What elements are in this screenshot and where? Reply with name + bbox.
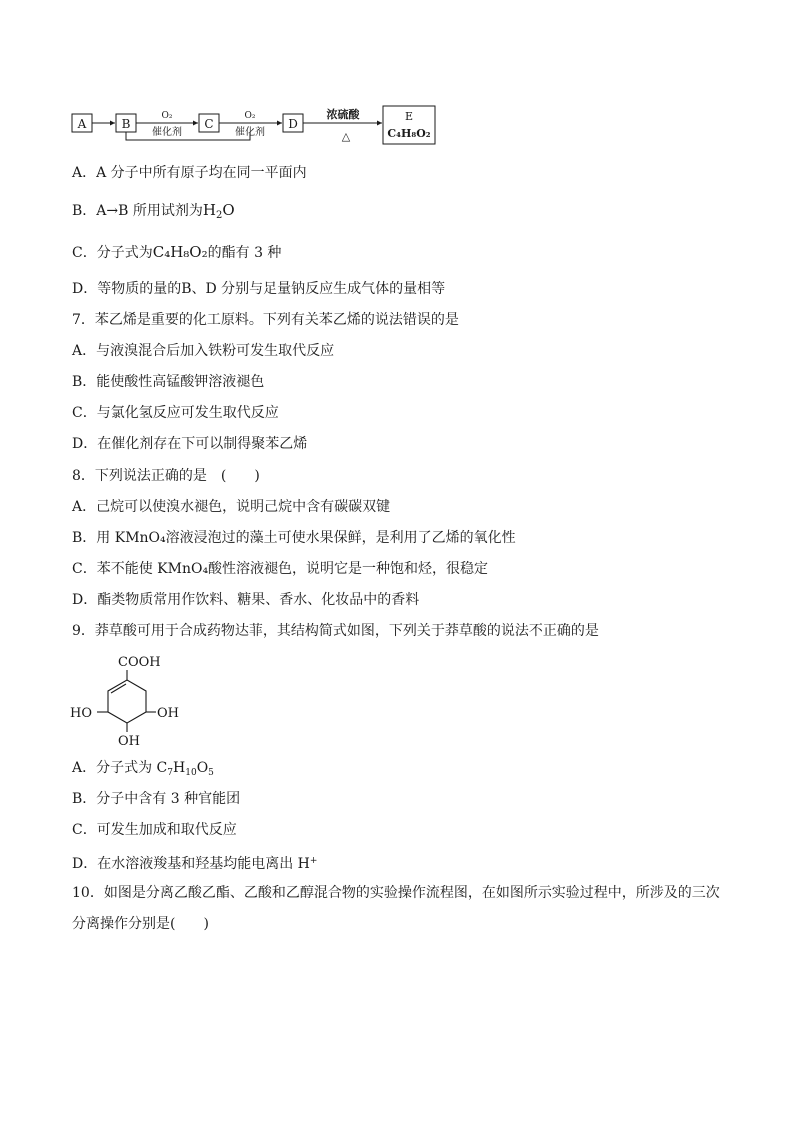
box-e-formula: C₄H₈O₂: [387, 127, 431, 140]
reagent-c-d-top: O₂: [244, 111, 256, 121]
box-a-label: A: [77, 117, 87, 131]
box-c-label: C: [204, 117, 214, 131]
reagent-d-e-top: 浓硫酸: [326, 108, 360, 121]
reagent-d-e-bottom: △: [341, 130, 351, 143]
q6-option-d: D．等物质的量的B、D 分别与足量钠反应生成气体的量相等: [72, 281, 446, 297]
q7-stem: 7．苯乙烯是重要的化工原料。下列有关苯乙烯的说法错误的是: [72, 312, 459, 328]
q9-option-b: B．分子中含有 3 种官能团: [72, 791, 241, 807]
q9-option-a: A．分子式为 $C_7H_{10}O_5$: [72, 760, 214, 778]
structure-ho-left: HO: [70, 706, 92, 721]
q6-option-b-formula: $H_2O$: [202, 201, 235, 221]
q8-option-b: B．用 KMnO₄溶液浸泡过的藻土可使水果保鲜，是利用了乙烯的氧化性: [72, 530, 516, 546]
recycle-link-line: [126, 132, 250, 140]
box-b-label: B: [121, 117, 131, 131]
q8-option-a: A．己烷可以使溴水褪色，说明己烷中含有碳碳双键: [72, 499, 391, 515]
box-d-label: D: [288, 117, 298, 131]
structure-oh-bottom: OH: [118, 734, 140, 749]
q10-stem-line-2: 分离操作分别是( ): [72, 916, 209, 932]
shikimic-acid-structure: [70, 650, 190, 750]
reagent-b-c-top: O₂: [161, 111, 173, 121]
q7-option-c: C．与氯化氢反应可发生取代反应: [72, 405, 279, 421]
q6-option-b-prefix: B．A→B 所用试剂为: [72, 203, 203, 219]
q6-option-c-formula: C₄H₈O₂: [152, 243, 208, 261]
q6-option-c-prefix: C．分子式为: [72, 245, 153, 261]
q6-option-a: A．A 分子中所有原子均在同一平面内: [72, 165, 307, 181]
q8-stem: 8．下列说法正确的是 ( ): [72, 468, 260, 484]
q7-option-a: A．与液溴混合后加入铁粉可发生取代反应: [72, 343, 335, 359]
structure-oh-right: OH: [157, 706, 179, 721]
q7-option-d: D．在催化剂存在下可以制得聚苯乙烯: [72, 436, 308, 452]
q8-option-c: C．苯不能使 KMnO₄酸性溶液褪色，说明它是一种饱和烃，很稳定: [72, 561, 489, 577]
ring: [108, 680, 146, 723]
reaction-scheme: [70, 100, 450, 152]
reagent-c-d-bottom: 催化剂: [235, 127, 265, 138]
q6-option-c: [72, 242, 281, 263]
box-e-label: E: [404, 110, 414, 123]
q6-option-b: [72, 200, 235, 226]
q10-stem-line-1: 10．如图是分离乙酸乙酯、乙酸和乙醇混合物的实验操作流程图，在如图所示实验过程中，所涉及的三次: [72, 885, 720, 901]
q7-option-b: B．能使酸性高锰酸钾溶液褪色: [72, 374, 265, 390]
q6-option-c-suffix: 的酯有 3 种: [207, 245, 282, 261]
q8-option-d: D．酯类物质常用作饮料、糖果、香水、化妆品中的香料: [72, 592, 420, 608]
q9-option-d: D．在水溶液羧基和羟基均能电离出 H+: [72, 856, 318, 872]
q9-option-c: C．可发生加成和取代反应: [72, 822, 237, 838]
structure-cooh: COOH: [118, 655, 161, 670]
reagent-b-c-bottom: 催化剂: [152, 127, 182, 138]
q9-stem: 9．莽草酸可用于合成药物达菲，其结构简式如图，下列关于莽草酸的说法不正确的是: [72, 623, 599, 639]
